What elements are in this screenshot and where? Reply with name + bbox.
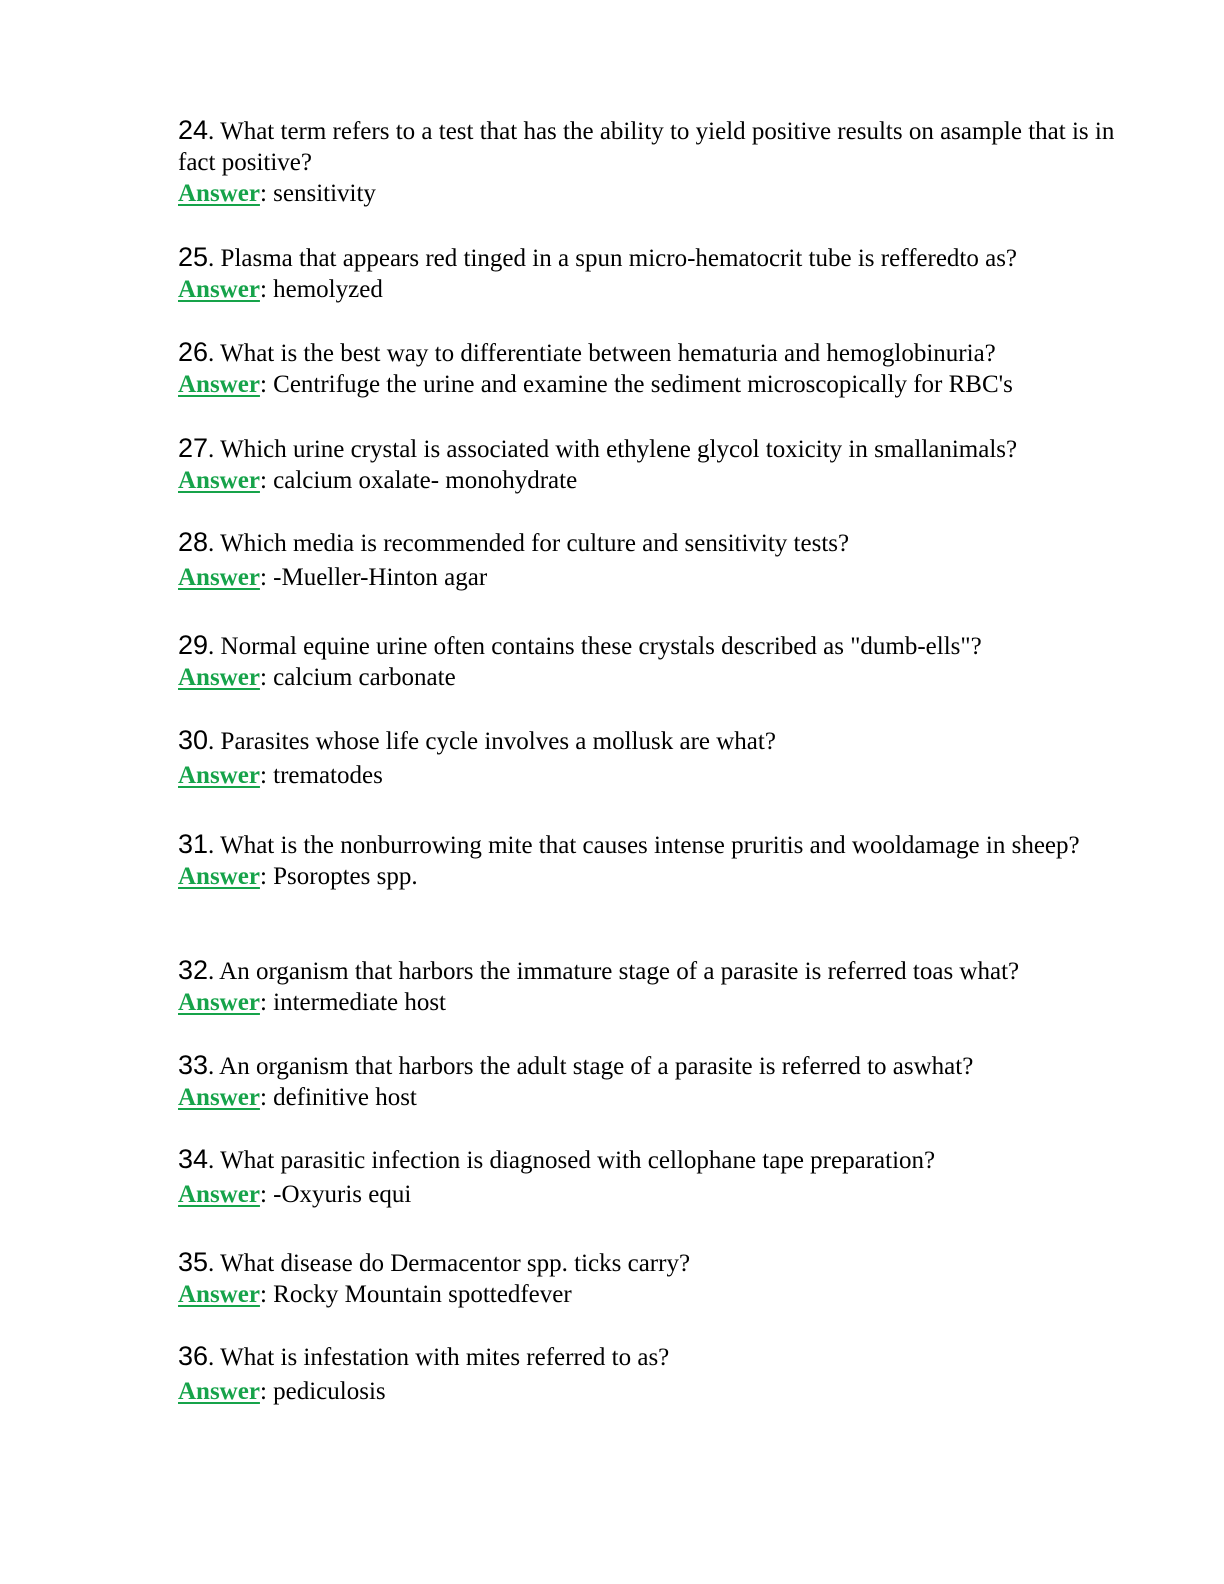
answer-label: Answer: [178, 1084, 260, 1111]
answer-text: sensitivity: [273, 180, 376, 207]
qa-item-33: [178, 1050, 1128, 1113]
answer-label: Answer: [178, 564, 260, 591]
answer-text: Psoroptes spp.: [273, 863, 418, 890]
answer-text: calcium oxalate- monohydrate: [273, 467, 578, 494]
question: 31. What is the nonburrowing mite that causes intense pruritis and wooldamage in sheep?: [178, 829, 1080, 859]
answer-text: -Mueller-Hinton agar: [273, 564, 488, 591]
question-number: 35: [178, 1247, 209, 1277]
question-number: 36: [178, 1341, 209, 1371]
question-number: 27: [178, 433, 209, 463]
answer-text: -Oxyuris equi: [273, 1181, 412, 1208]
answer-text: intermediate host: [273, 989, 447, 1016]
question: 33. An organism that harbors the adult stage of a parasite is referred to aswhat?: [178, 1050, 974, 1080]
question-text: Parasites whose life cycle involves a mollusk are what?: [220, 728, 776, 755]
answer-label: Answer: [178, 180, 260, 207]
answer-label: Answer: [178, 1281, 260, 1308]
answer: Answer: Psoroptes spp.: [178, 863, 418, 890]
answer: Answer: calcium carbonate: [178, 664, 456, 691]
question-number: 33: [178, 1050, 209, 1080]
question-text: What is infestation with mites referred to as?: [220, 1344, 670, 1371]
answer-text: hemolyzed: [273, 276, 383, 303]
question: 34. What parasitic infection is diagnosed with cellophane tape preparation?: [178, 1144, 936, 1174]
question: 24. What term refers to a test that has the ability to yield positive results on asample that is in fact positive?: [178, 115, 1115, 176]
qa-item-32: [178, 955, 1128, 1018]
answer: Answer: hemolyzed: [178, 276, 383, 303]
question-number: 30: [178, 725, 209, 755]
question-text: Which media is recommended for culture and sensitivity tests?: [220, 530, 850, 557]
question: 25. Plasma that appears red tinged in a spun micro-hematocrit tube is refferedto as?: [178, 242, 1018, 272]
answer: Answer: trematodes: [178, 762, 383, 789]
answer: Answer: intermediate host: [178, 989, 447, 1016]
answer-text: trematodes: [273, 762, 383, 789]
question: 26. What is the best way to differentiate between hematuria and hemoglobinuria?: [178, 337, 996, 367]
qa-item-28: [178, 527, 1128, 593]
answer: Answer: -Mueller-Hinton agar: [178, 564, 488, 591]
question: 36. What is infestation with mites referred to as?: [178, 1341, 670, 1371]
answer-label: Answer: [178, 467, 260, 494]
question: 28. Which media is recommended for culture and sensitivity tests?: [178, 527, 850, 557]
question-text: An organism that harbors the adult stage of a parasite is referred to aswhat?: [219, 1053, 974, 1080]
question-text: What is the nonburrowing mite that causes intense pruritis and wooldamage in sheep?: [220, 832, 1080, 859]
answer: Answer: definitive host: [178, 1084, 417, 1111]
question: 32. An organism that harbors the immature stage of a parasite is referred toas what?: [178, 955, 1020, 985]
answer: Answer: calcium oxalate- monohydrate: [178, 467, 578, 494]
answer-text: Centrifuge the urine and examine the sediment microscopically for RBC's: [273, 371, 1013, 398]
question-number: 24: [178, 115, 209, 145]
answer: Answer: pediculosis: [178, 1378, 386, 1405]
question-text: What term refers to a test that has the ability to yield positive results on asample that is in fact positive?: [178, 118, 1115, 176]
answer: Answer: -Oxyuris equi: [178, 1181, 412, 1208]
answer-text: calcium carbonate: [273, 664, 456, 691]
answer-label: Answer: [178, 1181, 260, 1208]
qa-item-30: [178, 725, 1128, 791]
question-text: Normal equine urine often contains these crystals described as "dumb-ells"?: [220, 633, 982, 660]
qa-item-27: [178, 433, 1128, 496]
question-number: 32: [178, 955, 209, 985]
answer-label: Answer: [178, 762, 260, 789]
answer-label: Answer: [178, 1378, 260, 1405]
qa-item-24: [178, 115, 1128, 209]
question: 29. Normal equine urine often contains these crystals described as "dumb-ells"?: [178, 630, 982, 660]
question-text: What parasitic infection is diagnosed with cellophane tape preparation?: [220, 1147, 936, 1174]
question-text: An organism that harbors the immature stage of a parasite is referred toas what?: [219, 958, 1020, 985]
question-number: 28: [178, 527, 209, 557]
question: 27. Which urine crystal is associated with ethylene glycol toxicity in smallanimals?: [178, 433, 1018, 463]
question-text: What disease do Dermacentor spp. ticks carry?: [220, 1250, 691, 1277]
answer-text: pediculosis: [273, 1378, 386, 1405]
answer: Answer: Rocky Mountain spottedfever: [178, 1281, 572, 1308]
qa-item-34: [178, 1144, 1128, 1210]
qa-item-36: [178, 1341, 1128, 1407]
qa-item-26: [178, 337, 1128, 400]
answer: Answer: Centrifuge the urine and examine the sediment microscopically for RBC's: [178, 371, 1013, 398]
answer-label: Answer: [178, 371, 260, 398]
question-text: Plasma that appears red tinged in a spun micro-hematocrit tube is refferedto as?: [220, 245, 1018, 272]
question: 35. What disease do Dermacentor spp. ticks carry?: [178, 1247, 691, 1277]
question: 30. Parasites whose life cycle involves a mollusk are what?: [178, 725, 776, 755]
question-number: 31: [178, 829, 209, 859]
answer-text: Rocky Mountain spottedfever: [273, 1281, 572, 1308]
answer-text: definitive host: [273, 1084, 417, 1111]
question-number: 34: [178, 1144, 209, 1174]
answer-label: Answer: [178, 276, 260, 303]
qa-item-35: [178, 1247, 1128, 1310]
question-number: 29: [178, 630, 209, 660]
answer-label: Answer: [178, 664, 260, 691]
qa-item-25: [178, 242, 1128, 305]
question-number: 26: [178, 337, 209, 367]
question-text: What is the best way to differentiate between hematuria and hemoglobinuria?: [220, 340, 996, 367]
qa-item-29: [178, 630, 1128, 693]
question-number: 25: [178, 242, 209, 272]
qa-item-31: [178, 829, 1128, 892]
answer-label: Answer: [178, 863, 260, 890]
answer-label: Answer: [178, 989, 260, 1016]
question-text: Which urine crystal is associated with ethylene glycol toxicity in smallanimals?: [220, 436, 1018, 463]
answer: Answer: sensitivity: [178, 180, 376, 207]
